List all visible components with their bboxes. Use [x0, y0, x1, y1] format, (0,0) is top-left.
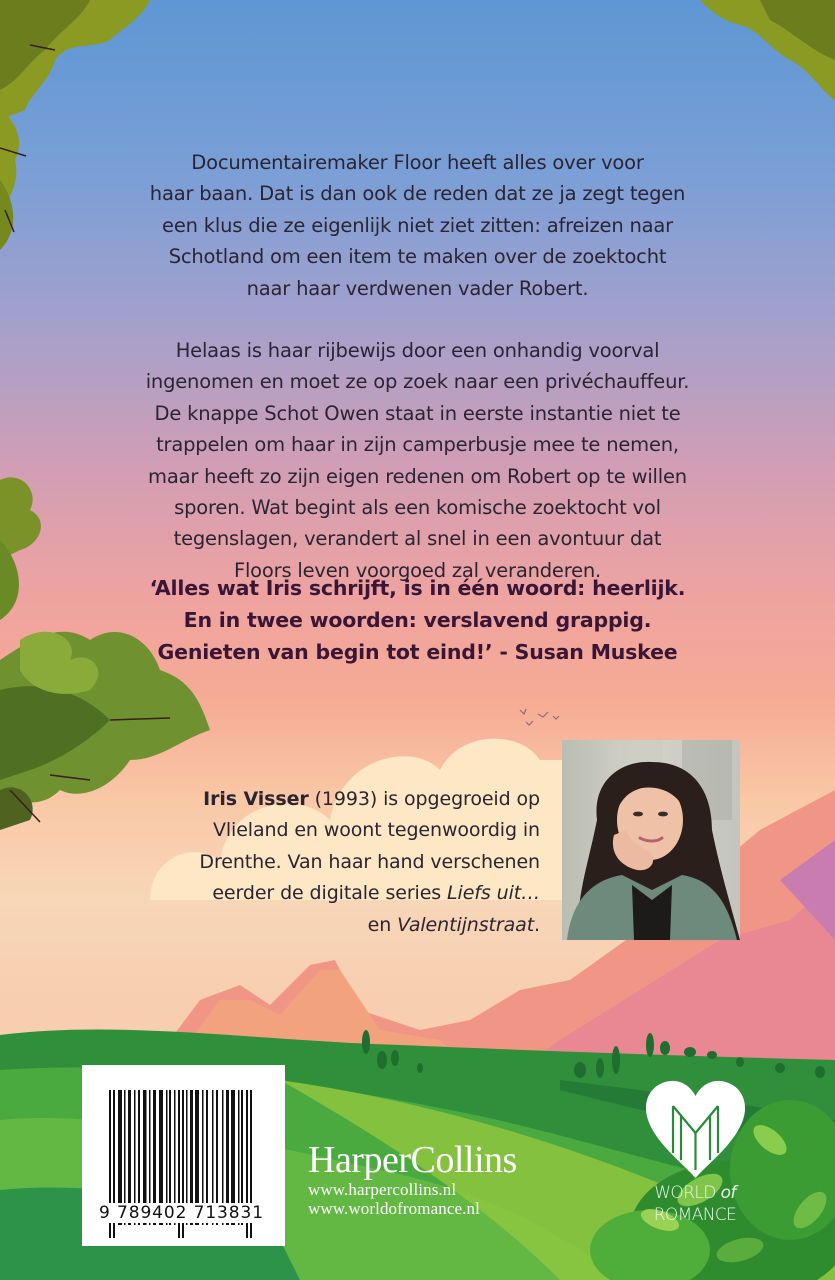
author-bio: Iris Visser (1993) is opgegroeid op Vlieland en woont tegenwoordig in Drenthe. Van haar hand verschenen eerder de digitale series Liefs uit… en Valentijnstraat.	[199, 788, 540, 936]
tree-foliage-right	[700, 0, 835, 100]
portrait-illustration	[562, 740, 740, 940]
synopsis-paragraph-2: Helaas is haar rijbewijs door een onhandig voorval ingenomen en moet ze op zoek naar een privéchauffeur. De knappe Schot Owen staat in eerste instantie niet te trappelen om haar in zijn camperbusje mee te nemen, maar heeft zo zijn eigen redenen om Robert op te willen sporen. Wat begint als een komische zoektocht vol tegenslagen, verandert al snel in een avontuur dat Floors leven voorgoed zal veranderen.	[145, 339, 690, 582]
isbn-number: 9 789402 713831	[99, 1203, 264, 1223]
publisher-name: HarperCollins	[308, 1139, 517, 1181]
author-photo	[562, 740, 740, 940]
heart-logo-icon	[643, 1078, 748, 1183]
review-quote: ‘Alles wat Iris schrijft, is in één woord: heerlijk. En in twee woorden: verslavend grappig. Genieten van begin tot eind!’ - Susan Muskee	[149, 576, 686, 664]
publisher-block	[308, 1140, 517, 1218]
birds	[520, 709, 559, 725]
imprint-logo-text: WORLD of ROMANCE	[653, 1183, 737, 1225]
synopsis	[0, 147, 835, 586]
synopsis-paragraph-1: Documentairemaker Floor heeft alles over voor haar baan. Dat is dan ook de reden dat ze ja zegt tegen een klus die ze eigenlijk niet ziet zitten: afreizen naar Schotland om een item te maken over de zoektocht naar haar verdwenen vader Robert.	[149, 151, 686, 300]
series-title: Liefs uit…	[447, 882, 540, 905]
imprint-url[interactable]: www.worldofromance.nl	[308, 1199, 480, 1218]
series-title: Valentijnstraat	[397, 913, 535, 936]
author-name: Iris Visser	[203, 788, 309, 810]
publisher-url[interactable]: www.harpercollins.nl	[308, 1180, 457, 1199]
